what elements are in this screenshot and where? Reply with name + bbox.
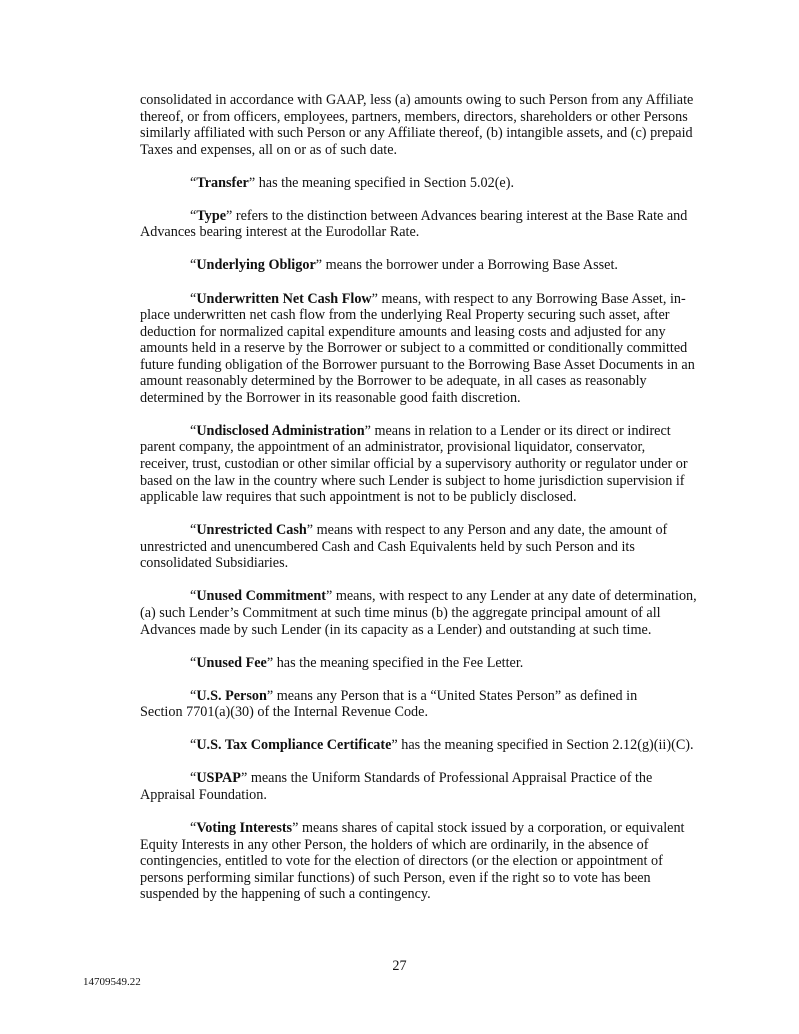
text-line: Section 7701(a)(30) of the Internal Revenue Code. [140,704,428,721]
text-line [140,257,720,274]
definition-text: ” has the meaning specified in Section 5.02(e). [248,174,514,191]
text-line: Advances bearing interest at the Eurodollar Rate. [140,224,420,241]
defined-term: Unrestricted Cash [196,522,307,539]
open-quote: “ [190,654,197,671]
text-line: Advances made by such Lender (in its capacity as a Lender) and outstanding at such time. [140,621,652,638]
text-line: similarly affiliated with such Person or any Affiliate thereof, (b) intangible assets, and (c) prepaid [140,125,693,142]
open-quote: “ [190,770,197,787]
defined-term: U.S. Person [196,687,267,704]
open-quote: “ [190,257,197,274]
open-quote: “ [190,174,197,191]
text-line [140,175,720,192]
text-line: applicable law requires that such appointment is not to be publicly disclosed. [140,489,577,506]
text-line [140,770,720,787]
defined-term: Voting Interests [196,820,293,837]
document-id: 14709549.22 [83,976,141,988]
open-quote: “ [190,588,197,605]
definition-text: ” means, with respect to any Borrowing Base Asset, in- [371,290,686,307]
text-line: based on the law in the country where such Lender is subject to home jurisdiction supervision if [140,472,685,489]
definition-paragraph [140,688,720,721]
text-line: (a) such Lender’s Commitment at such time minus (b) the aggregate principal amount of all [140,604,661,621]
text-line: consolidated Subsidiaries. [140,555,289,572]
text-line: thereof, or from officers, employees, partners, members, directors, shareholders or other Persons [140,108,688,125]
definition-paragraph [140,737,720,754]
text-line: amount reasonably determined by the Borrower to be adequate, in all cases as reasonably [140,373,647,390]
open-quote: “ [190,737,197,754]
defined-term: Underwritten Net Cash Flow [196,290,372,307]
text-line: deduction for normalized capital expenditure amounts and leasing costs and adjusted for any [140,323,666,340]
open-quote: “ [190,820,197,837]
text-line: contingencies, entitled to vote for the election of directors (or the election or appointment of [140,853,663,870]
open-quote: “ [190,422,197,439]
text-line: determined by the Borrower in its reasonable good faith discretion. [140,389,521,406]
definition-paragraph [140,423,720,506]
text-line [140,208,720,225]
defined-term: USPAP [196,770,241,787]
definition-paragraph [140,175,720,192]
text-line: suspended by the happening of such a contingency. [140,886,431,903]
text-line: future funding obligation of the Borrower pursuant to the Borrowing Base Asset Documents in an [140,356,695,373]
definition-paragraph [140,588,720,638]
definition-text: ” means the Uniform Standards of Professional Appraisal Practice of the [240,770,653,787]
text-line: unrestricted and unencumbered Cash and Cash Equivalents held by such Person and its [140,538,635,555]
text-line [140,820,720,837]
defined-term: Type [196,207,227,224]
open-quote: “ [190,207,197,224]
definition-paragraph [140,655,720,672]
text-line: Taxes and expenses, all on or as of such date. [140,141,398,158]
definition-text: ” means with respect to any Person and any date, the amount of [306,522,668,539]
definition-text: ” means any Person that is a “United States Person” as defined in [266,687,638,704]
defined-term: Transfer [196,174,249,191]
definition-paragraph [140,291,720,407]
open-quote: “ [190,522,197,539]
text-line: place underwritten net cash flow from the underlying Real Property securing such asset, after [140,307,670,324]
definition-paragraph [140,820,720,903]
defined-term: Unused Commitment [196,588,326,605]
page-number: 27 [392,958,407,974]
text-line [140,688,720,705]
definition-paragraph [140,522,720,572]
defined-term: U.S. Tax Compliance Certificate [196,737,392,754]
definition-text: ” means shares of capital stock issued by a corporation, or equivalent [292,820,685,837]
open-quote: “ [190,687,197,704]
definition-paragraph [140,770,720,803]
text-line [140,291,720,308]
text-line: consolidated in accordance with GAAP, less (a) amounts owing to such Person from any Affiliate [140,92,694,108]
text-line: parent company, the appointment of an administrator, provisional liquidator, conservator, [140,439,646,456]
open-quote: “ [190,290,197,307]
definition-text: ” means, with respect to any Lender at any date of determination, [325,588,697,605]
text-line: Equity Interests in any other Person, the holders of which are ordinarily, in the absence of [140,836,649,853]
definition-text: ” refers to the distinction between Advances bearing interest at the Base Rate and [226,207,688,224]
text-line [140,588,720,605]
text-line [140,423,720,440]
defined-term: Undisclosed Administration [196,422,365,439]
document-body [140,92,720,919]
text-line: amounts held in a reserve by the Borrower or subject to a committed or conditionally committed [140,340,688,357]
text-line [140,522,720,539]
defined-term: Unused Fee [196,654,267,671]
definition-text: ” means in relation to a Lender or its direct or indirect [364,422,671,439]
defined-term: Underlying Obligor [196,257,316,274]
definition-paragraph [140,257,720,274]
text-line: Appraisal Foundation. [140,786,267,803]
continued-paragraph [140,92,720,158]
definition-text: ” means the borrower under a Borrowing Base Asset. [315,257,618,274]
definition-text: ” has the meaning specified in Section 2.12(g)(ii)(C). [391,737,694,754]
text-line [140,737,720,754]
text-line: receiver, trust, custodian or other similar official by a supervisory authority or regulator under or [140,456,688,473]
definition-text: ” has the meaning specified in the Fee Letter. [266,654,524,671]
text-line [140,655,720,672]
definition-paragraph [140,208,720,241]
text-line: persons performing similar functions) of such Person, even if the right so to vote has been [140,869,651,886]
